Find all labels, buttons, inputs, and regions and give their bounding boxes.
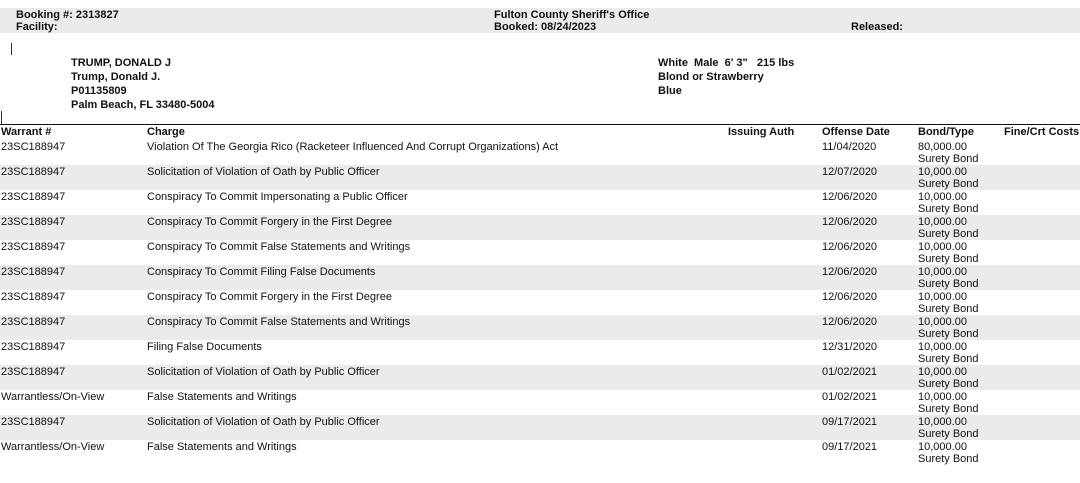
table-rule xyxy=(0,124,1080,125)
person-name-upper: TRUMP, DONALD J xyxy=(71,57,172,69)
bond-type: Surety Bond xyxy=(918,228,979,240)
charge-cell: Conspiracy To Commit Forgery in the First Degree xyxy=(147,291,392,303)
col-header-offense-date: Offense Date xyxy=(822,126,890,138)
booked-date: Booked: 08/24/2023 xyxy=(494,21,597,33)
offense-date-cell: 09/17/2021 xyxy=(822,416,878,428)
charge-cell: False Statements and Writings xyxy=(147,441,297,453)
charge-cell: Conspiracy To Commit False Statements and Writings xyxy=(147,316,411,328)
offense-date-cell: 12/06/2020 xyxy=(822,316,878,328)
bond-cell xyxy=(918,241,979,265)
bond-type: Surety Bond xyxy=(918,428,979,440)
bond-amount: 10,000.00 xyxy=(918,416,967,428)
charge-cell: Violation Of The Georgia Rico (Racketeer Influenced And Corrupt Organizations) Act xyxy=(147,141,559,153)
bond-cell xyxy=(918,291,979,315)
table-row xyxy=(0,215,1080,240)
warrant-cell: 23SC188947 xyxy=(1,141,66,153)
bond-cell xyxy=(918,191,979,215)
charge-cell: False Statements and Writings xyxy=(147,391,297,403)
bond-amount: 10,000.00 xyxy=(918,441,967,453)
bond-type: Surety Bond xyxy=(918,353,979,365)
table-row xyxy=(0,340,1080,365)
offense-date-cell: 12/31/2020 xyxy=(822,341,878,353)
released-label: Released: xyxy=(851,21,903,33)
charges-table xyxy=(0,140,1080,465)
col-header-warrant: Warrant # xyxy=(1,126,52,138)
booking-number: Booking #: 2313827 xyxy=(16,9,119,21)
charge-cell: Conspiracy To Commit Forgery in the First Degree xyxy=(147,216,392,228)
bond-amount: 80,000.00 xyxy=(918,141,967,153)
bond-amount: 10,000.00 xyxy=(918,366,967,378)
charge-cell: Solicitation of Violation of Oath by Public Officer xyxy=(147,166,380,178)
col-header-issuing: Issuing Auth xyxy=(728,126,795,138)
table-row xyxy=(0,240,1080,265)
table-row xyxy=(0,315,1080,340)
warrant-cell: 23SC188947 xyxy=(1,341,66,353)
bond-cell xyxy=(918,266,979,290)
bond-amount: 10,000.00 xyxy=(918,216,967,228)
table-row xyxy=(0,440,1080,465)
table-row xyxy=(0,265,1080,290)
charge-cell: Conspiracy To Commit Impersonating a Public Officer xyxy=(147,191,408,203)
offense-date-cell: 12/06/2020 xyxy=(822,266,878,278)
office-name: Fulton County Sheriff's Office xyxy=(494,9,650,21)
charge-cell: Solicitation of Violation of Oath by Public Officer xyxy=(147,416,380,428)
margin-tick xyxy=(1,111,2,124)
bond-cell xyxy=(918,341,979,365)
warrant-cell: 23SC188947 xyxy=(1,241,66,253)
warrant-cell: 23SC188947 xyxy=(1,216,66,228)
warrant-cell: 23SC188947 xyxy=(1,366,66,378)
bond-type: Surety Bond xyxy=(918,378,979,390)
bond-amount: 10,000.00 xyxy=(918,241,967,253)
bond-type: Surety Bond xyxy=(918,403,979,415)
offense-date-cell: 09/17/2021 xyxy=(822,441,878,453)
person-descriptor: White Male 6' 3" 215 lbs xyxy=(658,57,795,69)
warrant-cell: 23SC188947 xyxy=(1,416,66,428)
warrant-cell: 23SC188947 xyxy=(1,166,66,178)
offense-date-cell: 12/06/2020 xyxy=(822,216,878,228)
bond-amount: 10,000.00 xyxy=(918,266,967,278)
bond-type: Surety Bond xyxy=(918,328,979,340)
bond-amount: 10,000.00 xyxy=(918,391,967,403)
offense-date-cell: 01/02/2021 xyxy=(822,391,878,403)
warrant-cell: 23SC188947 xyxy=(1,266,66,278)
bond-type: Surety Bond xyxy=(918,178,979,190)
person-eyes: Blue xyxy=(658,85,682,97)
table-row xyxy=(0,190,1080,215)
warrant-cell: 23SC188947 xyxy=(1,191,66,203)
col-header-fine: Fine/Crt Costs xyxy=(1004,126,1080,138)
charge-cell: Solicitation of Violation of Oath by Public Officer xyxy=(147,366,380,378)
offense-date-cell: 11/04/2020 xyxy=(822,141,877,153)
col-header-charge: Charge xyxy=(147,126,185,138)
text-cursor xyxy=(11,43,12,55)
offense-date-cell: 12/06/2020 xyxy=(822,191,878,203)
warrant-cell: Warrantless/On-View xyxy=(1,391,105,403)
facility-label: Facility: xyxy=(16,21,58,33)
offense-date-cell: 12/06/2020 xyxy=(822,291,878,303)
bond-cell xyxy=(918,166,979,190)
bond-cell xyxy=(918,216,979,240)
bond-type: Surety Bond xyxy=(918,303,979,315)
bond-cell xyxy=(918,441,979,465)
offense-date-cell: 12/07/2020 xyxy=(822,166,878,178)
person-name: Trump, Donald J. xyxy=(71,71,161,83)
bond-cell xyxy=(918,416,979,440)
bond-cell xyxy=(918,391,979,415)
warrant-cell: 23SC188947 xyxy=(1,291,66,303)
col-header-bond: Bond/Type xyxy=(918,126,975,138)
bond-type: Surety Bond xyxy=(918,153,979,165)
table-row xyxy=(0,290,1080,315)
offense-date-cell: 12/06/2020 xyxy=(822,241,878,253)
charge-cell: Conspiracy To Commit Filing False Documents xyxy=(147,266,376,278)
person-hair: Blond or Strawberry xyxy=(658,71,764,83)
bond-type: Surety Bond xyxy=(918,278,979,290)
bond-amount: 10,000.00 xyxy=(918,341,967,353)
bond-type: Surety Bond xyxy=(918,453,979,465)
offense-date-cell: 01/02/2021 xyxy=(822,366,878,378)
person-id: P01135809 xyxy=(71,85,127,97)
table-row xyxy=(0,365,1080,390)
person-city: Palm Beach, FL 33480-5004 xyxy=(71,99,215,111)
charge-cell: Filing False Documents xyxy=(147,341,262,353)
warrant-cell: 23SC188947 xyxy=(1,316,66,328)
bond-cell xyxy=(918,366,979,390)
bond-type: Surety Bond xyxy=(918,253,979,265)
table-row xyxy=(0,165,1080,190)
table-row xyxy=(0,415,1080,440)
bond-cell xyxy=(918,316,979,340)
bond-type: Surety Bond xyxy=(918,203,979,215)
charge-cell: Conspiracy To Commit False Statements and Writings xyxy=(147,241,411,253)
table-row xyxy=(0,140,1080,165)
warrant-cell: Warrantless/On-View xyxy=(1,441,105,453)
bond-amount: 10,000.00 xyxy=(918,191,967,203)
bond-amount: 10,000.00 xyxy=(918,166,967,178)
bond-amount: 10,000.00 xyxy=(918,316,967,328)
table-row xyxy=(0,390,1080,415)
bond-cell xyxy=(918,141,979,165)
bond-amount: 10,000.00 xyxy=(918,291,967,303)
